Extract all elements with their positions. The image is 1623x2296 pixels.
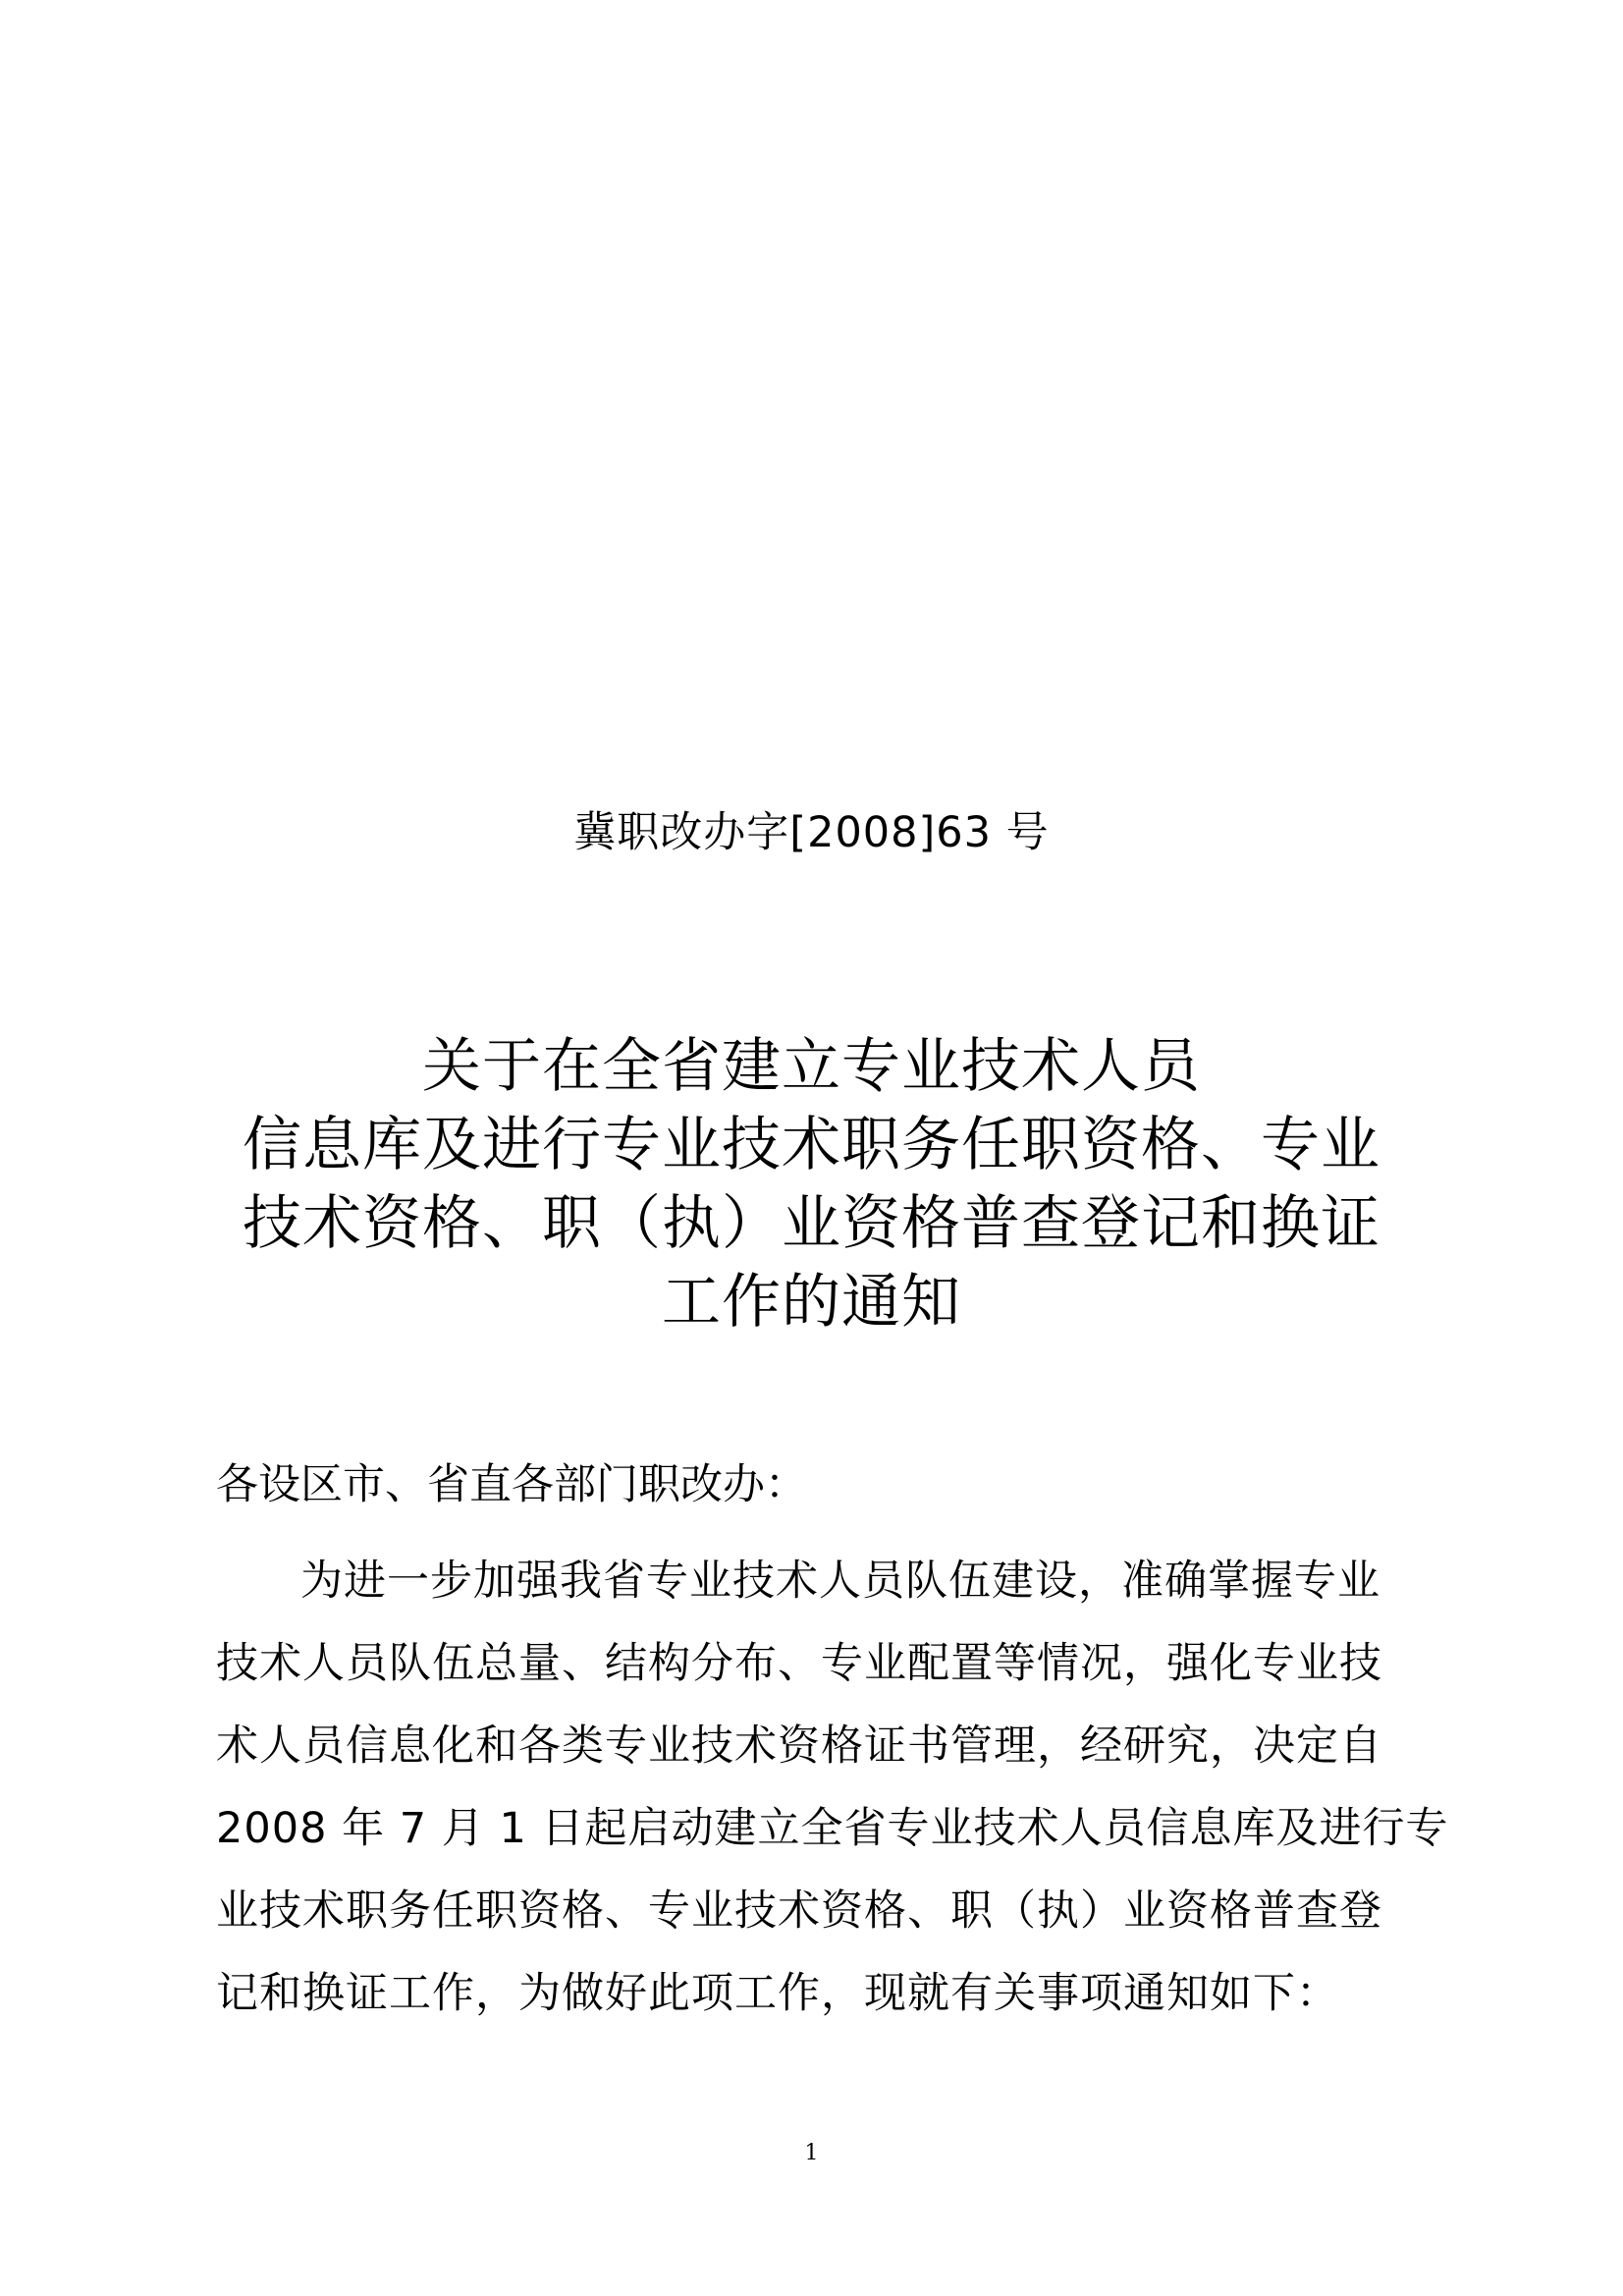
title-line: 工作的通知 [662, 1268, 961, 1337]
body-line: 为进一步加强我省专业技术人员队伍建设，准确掌握专业 [300, 1557, 1380, 1606]
document-title [0, 1027, 1623, 1341]
body-line: 业技术职务任职资格、专业技术资格、职（执）业资格普查登 [216, 1886, 1382, 1936]
body-line: 2008 年 7 月 1 日起启动建立全省专业技术人员信息库及进行专 [216, 1804, 1449, 1853]
body-paragraph [216, 1540, 1449, 2035]
body-line: 记和换证工作，为做好此项工作，现就有关事项通知如下： [216, 1969, 1339, 2018]
salutation: 各设区市、省直各部门职改办： [216, 1460, 807, 1509]
page-number: 1 [804, 2141, 819, 2165]
title-line: 技术资格、职（执）业资格普查登记和换证 [243, 1189, 1380, 1258]
body-line: 术人员信息化和各类专业技术资格证书管理，经研究，决定自 [216, 1722, 1382, 1771]
title-line: 关于在全省建立专业技术人员 [422, 1032, 1201, 1101]
title-line: 信息库及进行专业技术职务任职资格、专业 [243, 1111, 1380, 1179]
document-number: 冀职改办字[2008]63 号 [573, 808, 1050, 857]
body-line: 技术人员队伍总量、结构分布、专业配置等情况，强化专业技 [216, 1639, 1382, 1688]
